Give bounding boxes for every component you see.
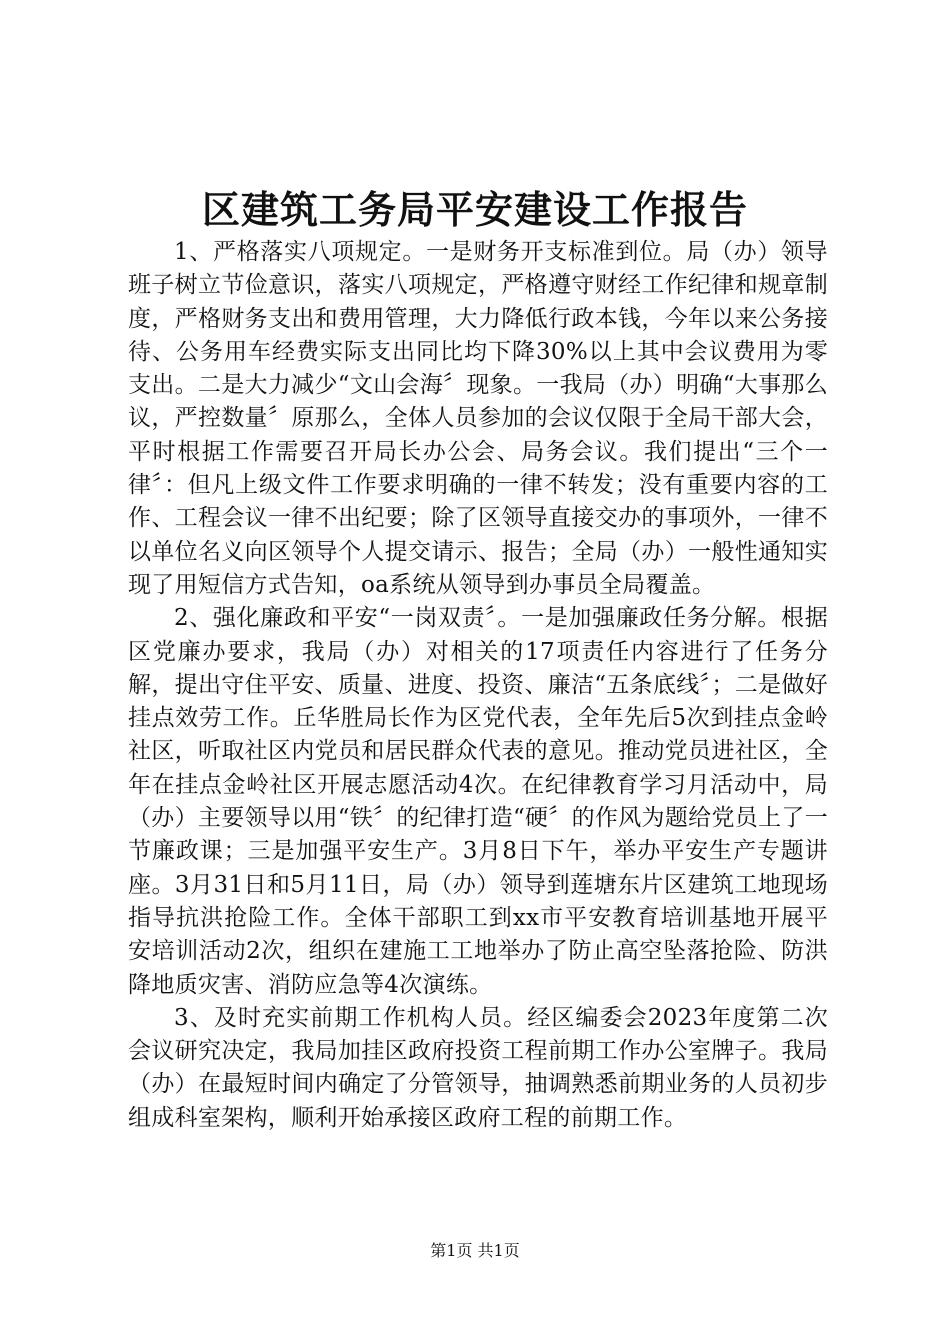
- paragraph-2: 2、强化廉政和平安“一岗双责〞。一是加强廉政任务分解。根据区党廉办要求，我局（办）对相关的17项责任内容进行了任务分解，提出守住平安、质量、进度、投资、廉洁“五条底线〞；二是做好挂点效劳工作。丘华胜局长作为区党代表，全年先后5次到挂点金岭社区，听取社区内党员和居民群众代表的意见。推动党员进社区，全年在挂点金岭社区开展志愿活动4次。在纪律教育学习月活动中，局（办）主要领导以用“铁〞的纪律打造“硬〞的作风为题给党员上了一节廉政课；三是加强平安生产。3月8日下午，举办平安生产专题讲座。3月31日和5月11日，局（办）领导到莲塘东片区建筑工地现场指导抗洪抢险工作。全体干部职工到xx市平安教育培训基地开展平安培训活动2次，组织在建施工工地举办了防止高空坠落抢险、防洪降地质灾害、消防应急等4次演练。: [128, 605, 828, 998]
- page-footer: 第1页 共1页: [430, 1241, 520, 1260]
- paragraph-3: 3、及时充实前期工作机构人员。经区编委会2023年度第二次会议研究决定，我局加挂区政府投资工程前期工作办公室牌子。我局（办）在最短时间内确定了分管领导，抽调熟悉前期业务的人员初步组成科室架构，顺利开始承接区政府工程的前期工作。: [128, 1004, 828, 1131]
- paragraph-1: 1、严格落实八项规定。一是财务开支标准到位。局（办）领导班子树立节俭意识，落实八项规定，严格遵守财经工作纪律和规章制度，严格财务支出和费用管理，大力降低行政本钱，今年以来公务接待、公务用车经费实际支出同比均下降30%以上其中会议费用为零支出。二是大力减少“文山会海〞现象。一我局（办）明确“大事那么议，严控数量〞原那么，全体人员参加的会议仅限于全局干部大会，平时根据工作需要召开局长办公会、局务会议。我们提出“三个一律〞：但凡上级文件工作要求明确的一律不转发；没有重要内容的工作、工程会议一律不出纪要；除了区领导直接交办的事项外，一律不以单位名义向区领导个人提交请示、报告；全局（办）一般性通知实现了用短信方式告知，oa系统从领导到办事员全局覆盖。: [128, 239, 828, 598]
- document-title: 区建筑工务局平安建设工作报告: [201, 187, 748, 232]
- document-body: [128, 236, 828, 1135]
